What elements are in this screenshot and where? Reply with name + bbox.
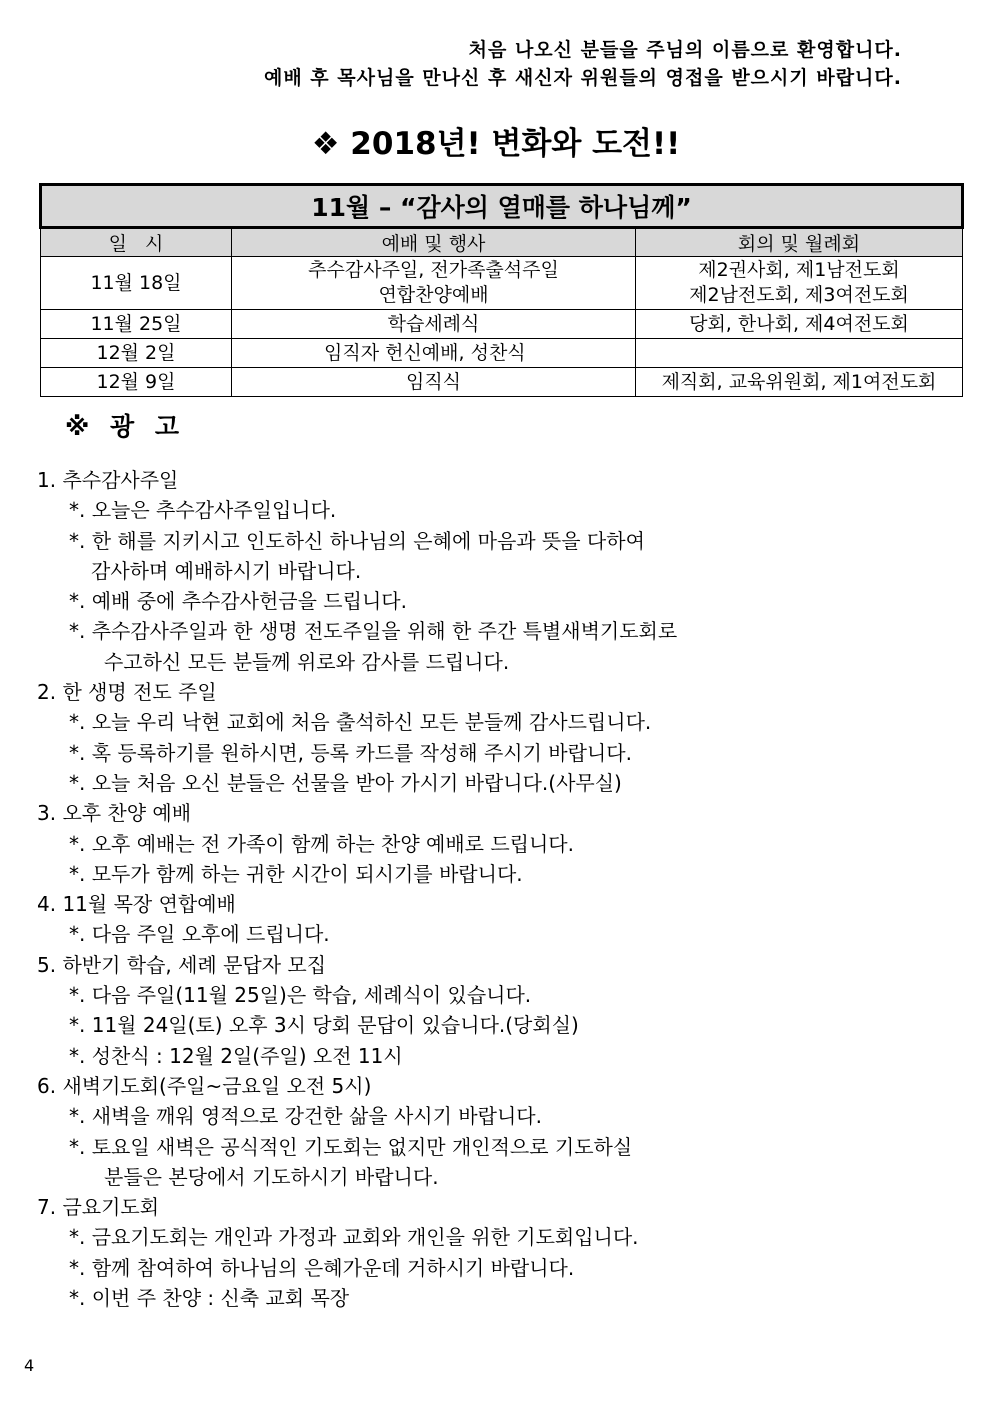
- column-header-date: 일 시: [41, 228, 232, 257]
- notice-item: *. 토요일 새벽은 공식적인 기도회는 없지만 개인적으로 기도하실: [69, 1134, 633, 1159]
- notice-title: 6. 새벽기도회(주일~금요일 오전 5시): [37, 1073, 372, 1098]
- notice-item: *. 오늘 처음 오신 분들은 선물을 받아 가시기 바랍니다.(사무실): [69, 770, 622, 795]
- row-date: 12월 2일: [41, 339, 232, 368]
- row-event-line-1: 추수감사주일, 전가족출석주일: [308, 259, 559, 281]
- row-event: 임직식: [232, 368, 636, 397]
- table-row: [41, 368, 963, 397]
- row-meeting-line-2: 제2남전도회, 제3여전도회: [689, 284, 909, 306]
- row-date: 12월 9일: [41, 368, 232, 397]
- table-row: [41, 257, 963, 310]
- notice-item-continued: 감사하며 예배하시기 바랍니다.: [91, 558, 362, 583]
- column-header-meetings: 회의 및 월례회: [636, 228, 963, 257]
- announcements-title: ※ 광 고: [65, 412, 186, 441]
- announcements-list: [37, 465, 937, 1313]
- notice-item: *. 금요기도회는 개인과 가정과 교회와 개인을 위한 기도회입니다.: [69, 1225, 639, 1250]
- welcome-line-1: 처음 나오신 분들을 주님의 이름으로 환영합니다.: [468, 39, 902, 61]
- page-number: 4: [24, 1356, 35, 1375]
- notice-item: *. 11월 24일(토) 오후 3시 당회 문답이 있습니다.(당회실): [69, 1013, 579, 1038]
- row-meeting: 당회, 한나회, 제4여전도회: [636, 310, 963, 339]
- notice-item: *. 오늘은 추수감사주일입니다.: [69, 498, 337, 523]
- schedule-title: 11월 – “감사의 열매를 하나님께”: [41, 185, 963, 228]
- notice-item: *. 혹 등록하기를 원하시면, 등록 카드를 작성해 주시기 바랍니다.: [69, 740, 632, 765]
- welcome-line-2: 예배 후 목사님을 만나신 후 새신자 위원들의 영접을 받으시기 바랍니다.: [263, 67, 902, 89]
- notice-item: *. 예배 중에 추수감사헌금을 드립니다.: [69, 589, 407, 614]
- notice-item: *. 새벽을 깨워 영적으로 강건한 삶을 사시기 바랍니다.: [69, 1104, 542, 1129]
- row-event: [232, 257, 636, 310]
- notice-item: *. 오후 예배는 전 가족이 함께 하는 찬양 예배로 드립니다.: [69, 831, 574, 856]
- notice-item: *. 모두가 함께 하는 귀한 시간이 되시기를 바랍니다.: [69, 861, 523, 886]
- notice-item: *. 한 해를 지키시고 인도하신 하나님의 은혜에 마음과 뜻을 다하여: [69, 528, 645, 553]
- notice-item-continued: 수고하신 모든 분들께 위로와 감사를 드립니다.: [104, 649, 510, 674]
- row-meeting: [636, 257, 963, 310]
- notice-item: *. 성찬식 : 12월 2일(주일) 오전 11시: [69, 1043, 403, 1068]
- notice-title: 5. 하반기 학습, 세례 문답자 모집: [37, 952, 327, 977]
- notice-title: 1. 추수감사주일: [37, 468, 179, 492]
- notice-title: 2. 한 생명 전도 주일: [37, 680, 217, 705]
- notice-item: *. 오늘 우리 낙현 교회에 처음 출석하신 모든 분들께 감사드립니다.: [69, 710, 652, 735]
- notice-title: 3. 오후 찬양 예배: [37, 801, 192, 826]
- row-date: 11월 25일: [41, 310, 232, 339]
- notice-item: *. 다음 주일 오후에 드립니다.: [69, 922, 330, 947]
- row-meeting: [636, 339, 963, 368]
- row-event-line-2: 연합찬양예배: [378, 284, 489, 306]
- main-title: ❖ 2018년! 변화와 도전!!: [311, 126, 681, 162]
- notice-item-continued: 분들은 본당에서 기도하시기 바랍니다.: [104, 1164, 439, 1189]
- notice-item: *. 추수감사주일과 한 생명 전도주일을 위해 한 주간 특별새벽기도회로: [69, 619, 678, 644]
- table-row: [41, 339, 963, 368]
- row-event: 임직자 헌신예배, 성찬식: [232, 339, 636, 368]
- notice-item: *. 다음 주일(11월 25일)은 학습, 세례식이 있습니다.: [69, 983, 532, 1008]
- row-date: 11월 18일: [41, 257, 232, 310]
- notice-item: *. 이번 주 찬양 : 신축 교회 목장: [69, 1286, 350, 1311]
- notice-item: *. 함께 참여하여 하나님의 은혜가운데 거하시기 바랍니다.: [69, 1255, 575, 1280]
- column-header-events: 예배 및 행사: [232, 228, 636, 257]
- notice-title: 4. 11월 목장 연합예배: [37, 892, 236, 917]
- table-row: [41, 310, 963, 339]
- notice-title: 7. 금요기도회: [37, 1195, 160, 1220]
- row-meeting: 제직회, 교육위원회, 제1여전도회: [636, 368, 963, 397]
- row-event: 학습세례식: [232, 310, 636, 339]
- row-meeting-line-1: 제2권사회, 제1남전도회: [698, 259, 900, 281]
- schedule-table: [39, 183, 964, 397]
- welcome-message: [264, 36, 902, 92]
